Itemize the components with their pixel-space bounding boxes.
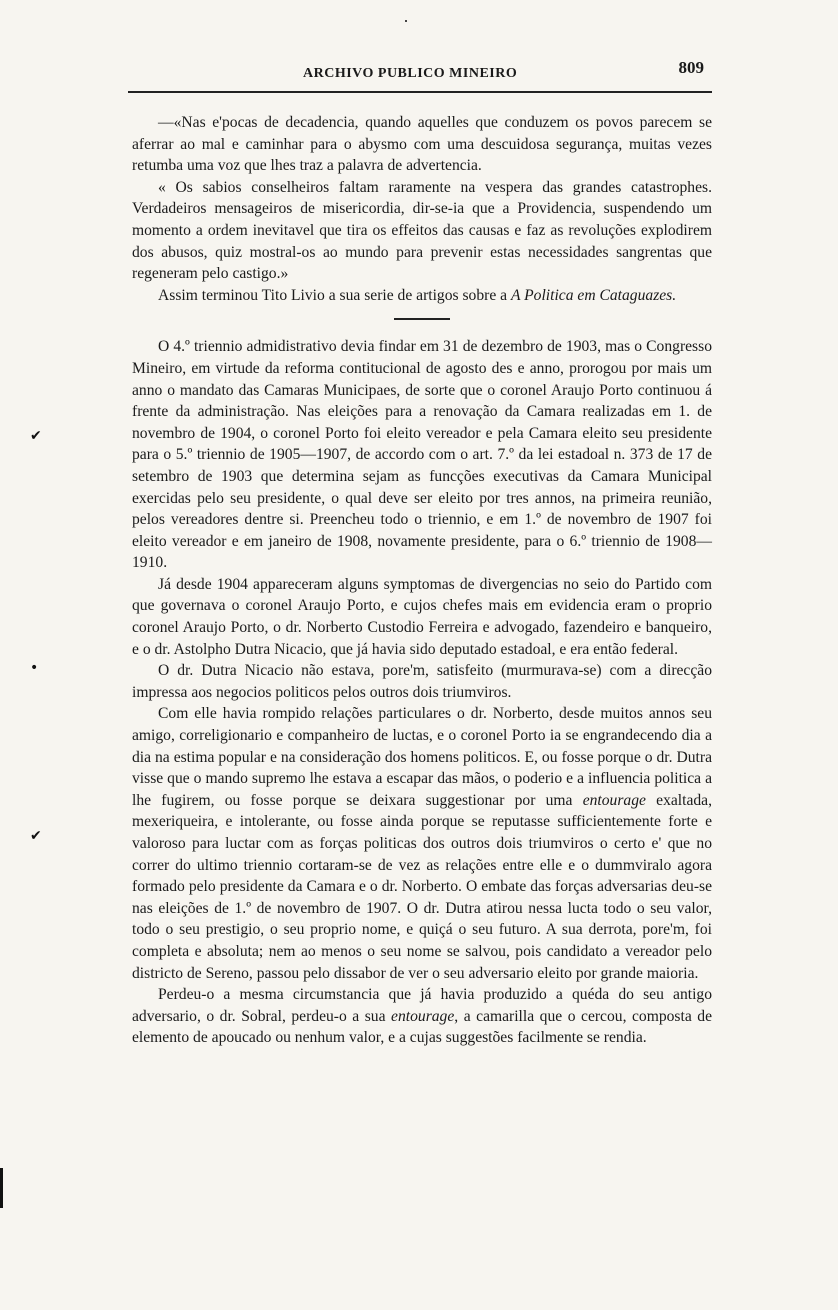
- paragraph: O 4.º triennio admidistrativo devia findar em 31 de dezembro de 1903, mas o Congresso Mineiro, em virtude da reforma contitucional de agosto des e anno, prorogou por mais um anno o mandato das Camaras Municipaes, de sorte que o coronel Araujo Porto continuou á frente da administração. Nas eleições para a renovação da Camara realizadas em 1. de novembro de 1904, o coronel Porto foi eleito vereador e pela Camara eleito seu presidente para o 5.º triennio de 1905—1907, de accordo com o art. 7.º da lei estadoal n. 373 de 17 de setembro de 1903 que determina sejam as funcções executivas da Camara Municipal exercidas pelo seu presidente, o qual deve ser eleito por tres annos, na primeira reunião, pelos vereadores dentre si. Preencheu todo o triennio, e em 1.º de novembro de 1907 foi eleito vereador e em janeiro de 1908, novamente presidente, para o 6.º triennio de 1908—1910.: [132, 338, 712, 572]
- italic-term: entourage: [391, 1007, 455, 1025]
- body-text: [132, 112, 712, 1049]
- margin-check-mark: ✔: [30, 428, 42, 444]
- scan-edge-mark: [0, 1168, 3, 1208]
- paragraph: [132, 703, 712, 984]
- paragraph: [132, 285, 712, 307]
- italic-term: entourage: [582, 791, 646, 809]
- paragraph-text: exaltada, mexeriqueira, e intolerante, ou fosse ainda porque se reputasse sufficientemente forte e valoroso para luctar com as forças politicas dos outros dois triumviros o certo e' que no correr do ultimo triennio cortaram-se de vez as relações entre elle e o dummviralo agora formado pelo presidente da Camara e o dr. Norberto. O embate das forças adversarias deu-se nas eleições de 1.º de novembro de 1907. O dr. Dutra atirou nessa lucta todo o seu valor, todo o seu prestigio, o seu proprio nome, e quiçá o seu futuro. A sua derrota, pore'm, foi completa e absoluta; nem ao menos o seu nome se salvou, pois candidato a vereador pelo districto de Sereno, passou pelo dissabor de ver o seu adversario eleito por grande maioria.: [132, 791, 712, 982]
- running-head: ARCHIVO PUBLICO MINEIRO: [303, 66, 518, 81]
- margin-dot-mark: •: [30, 660, 39, 676]
- section-divider: [394, 318, 450, 320]
- paragraph: O dr. Dutra Nicacio não estava, pore'm, satisfeito (murmurava-se) com a direcção impressa aos negocios politicos pelos outros dois triumviros.: [132, 662, 712, 701]
- paragraph: —«Nas e'pocas de decadencia, quando aquelles que conduzem os povos parecem se aferrar ao mal e caminhar para o abysmo com uma descuidosa segurança, muitas vezes retumba uma voz que lhes traz a palavra de advertencia.: [132, 114, 712, 175]
- italic-title: A Politica em Cataguazes.: [510, 286, 677, 304]
- paragraph: Já desde 1904 appareceram alguns symptomas de divergencias no seio do Partido com que governava o coronel Araujo Porto, e cujos chefes mais em evidencia eram o proprio coronel Araujo Porto, o dr. Norberto Custodio Ferreira e advogado, fazendeiro e banqueiro, e o dr. Astolpho Dutra Nicacio, que já havia sido deputado estadoal, e era então federal.: [132, 575, 712, 658]
- paragraph: « Os sabios conselheiros faltam raramente na vespera das grandes catastrophes. Verdadeiros mensageiros de misericordia, dir-se-ia que a Providencia, suspendendo um momento a ordem inevitavel que tira os effeitos das causas e faz as revoluções explodirem dos abusos, quiz mostral-os ao mundo para prevenir estas necessidades sangrentas que regeneram pelo castigo.»: [132, 178, 712, 283]
- paragraph: [132, 984, 712, 1049]
- paragraph-text: Assim terminou Tito Livio a sua serie de artigos sobre a: [158, 286, 511, 304]
- header-rule: [128, 91, 712, 93]
- paragraph-text: Com elle havia rompido relações particulares o dr. Norberto, desde muitos annos seu amigo, correligionario e companheiro de luctas, e o coronel Porto ia se engrandecendo dia a dia na estima popular e na consideração dos homens politicos. E, ou fosse porque o dr. Dutra visse que o mando supremo lhe estava a escapar das mãos, o poderio e a influencia politica a lhe fugirem, ou fosse porque se deixara suggestionar por uma: [132, 705, 712, 809]
- scan-speck: [405, 20, 407, 22]
- paragraph-text: Perdeu-o a mesma circumstancia que já havia produzido a quéda do seu antigo adversario, o dr. Sobral, perdeu-o a sua: [132, 986, 712, 1025]
- page-header: [128, 58, 712, 88]
- page-number: 809: [678, 58, 704, 77]
- margin-check-mark: ✔: [30, 828, 42, 844]
- paragraph-text: , a camarilla que o cercou, composta de elemento de apoucado ou nenhum valor, e a cujas suggestões facilmente se rendia.: [132, 1007, 712, 1047]
